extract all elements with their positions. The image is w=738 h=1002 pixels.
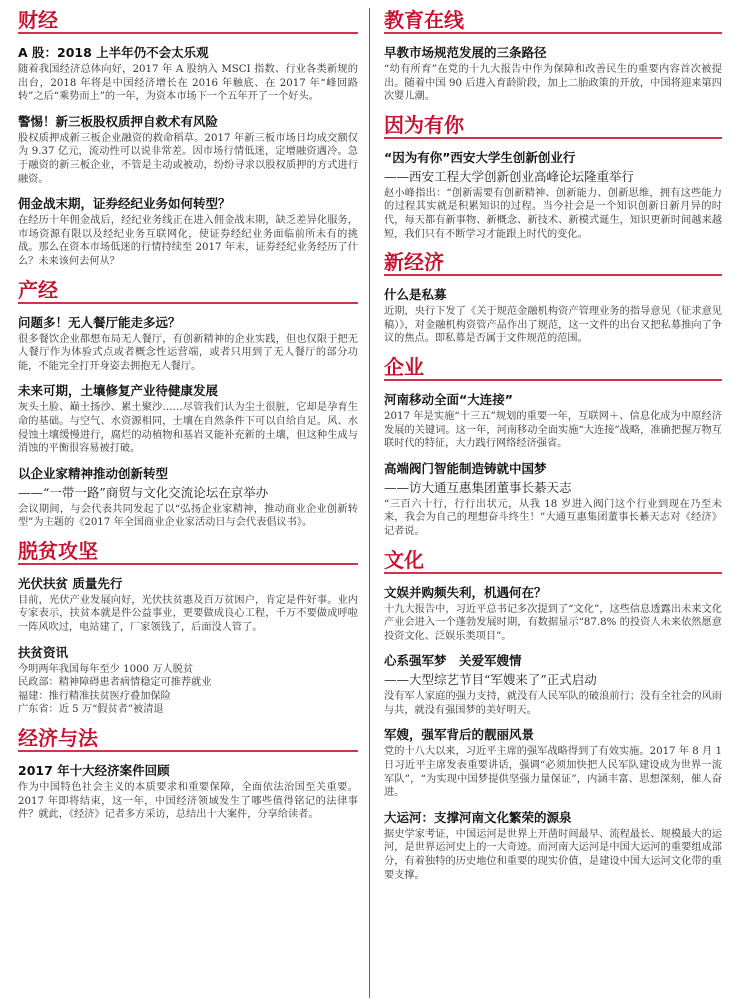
article-title[interactable]: 心系强军梦 关爱军嫂情 [384, 653, 522, 669]
section-header-education [384, 8, 722, 34]
section-rule [18, 563, 358, 565]
article-summary: 2017 年是实施“十三五”规划的重要一年，互联网＋、信息化成为中原经济发展的关键词。这一年，河南移动全面实施“大连接”战略，准确把握万物互联时代的特征，大力践行网络经济强省。 [384, 410, 722, 450]
section-title: 教育在线 [384, 8, 464, 32]
section-header-industry [18, 278, 358, 304]
section-rule [18, 302, 358, 304]
article-summary: 随着我国经济总体向好，2017 年 A 股纳入 MSCI 指数、行业各类新规的出台，2018 年将是中国经济增长在 2016 年触底、在 2017 年“峰回路转”之后“乘势而上”的一年，为资本市场下一个五年开了一个好头。 [18, 64, 358, 103]
section-rule [384, 572, 722, 574]
article-title[interactable]: 佣金战末期，证券经纪业务如何转型？ [18, 196, 231, 212]
news-brief-item[interactable]: 福建：推行精准扶贫医疗叠加保险 [18, 690, 171, 702]
article[interactable] [384, 391, 722, 451]
article-summary: 灰头土脸、巅土扬沙、累土聚沙……尽管我们认为尘土很脏，它却是孕育生命的基础。与空气、水资源相同，土壤在自然条件下可以自给自足。风、水侵蚀土壤缓慢进行，腐烂的动植物和基岩又能补充新的土壤，但这种生成与消蚀的平衡很容易被打破。 [18, 402, 358, 455]
article[interactable] [384, 44, 722, 104]
news-brief-item[interactable]: 广东省：近 5 万“假贫者”被清退 [18, 704, 164, 716]
article-summary: 作为中国特色社会主义的本质要求和重要保障，全面依法治国至关重要。2017 年即将结束，这一年，中国经济领域发生了哪些值得铭记的法律事件？就此，《经济》记者多方采访，总结出十大案件，分享给读者。 [18, 782, 358, 821]
article-summary: 近期，央行下发了《关于规范金融机构资产管理业务的指导意见（征求意见稿）》，对金融机构资管产品作出了规范，这一文件的出台又把私募推向了争议的焦点。即私募是否属于文件规范的范围。 [384, 306, 722, 345]
section-title: 企业 [384, 354, 424, 379]
article[interactable] [18, 762, 358, 822]
article-title[interactable]: 以企业家精神推动创新转型 [18, 465, 169, 481]
article[interactable] [18, 465, 358, 530]
article[interactable] [384, 652, 722, 717]
section-title: 因为有你 [384, 112, 464, 137]
section-header-finance [18, 8, 358, 34]
article-summary: “三百六十行，行行出状元，从我 18 岁进入阀门这个行业到现在乃至未来，我会为自己的理想奋斗终生！”大通互惠集团董事长綦天志对《经济》记者说。 [384, 498, 722, 537]
article-title[interactable]: 光伏扶贫 质量先行 [18, 575, 123, 591]
section-header-poverty [18, 539, 358, 565]
article-title[interactable]: 早教市场规范发展的三条路径 [384, 45, 547, 60]
article-subtitle: ——大型综艺节目“军嫂来了”正式启动 [384, 672, 597, 688]
article-summary: 据史学家考证，中国运河是世界上开凿时间最早、流程最长、规模最大的运河，是世界运河史上的一大奇迹。而河南大运河是中国大运河的重要组成部分，有着独特的历史地位和重要的现实价值，是建设中国大运河文化带的重要支撑。 [384, 828, 722, 881]
section-title: 经济与法 [18, 726, 98, 751]
article-title[interactable]: 什么是私募 [384, 287, 447, 303]
article-summary: 党的十八大以来，习近平主席的强军战略得到了有效实施。2017 年 8 月 1 日习近平主席发表重要讲话，强调“必须加快把人民军队建设成为世界一流军队”，“为实现中国梦提供坚强力量保证”，内涵丰富、思想深刻，催人奋进。 [384, 746, 722, 799]
section-title: 产经 [18, 277, 58, 302]
article[interactable] [18, 314, 358, 374]
article-subtitle: ——访大通互惠集团董事长綦天志 [384, 479, 572, 495]
article-subtitle: ——“一带一路”商贸与文化交流论坛在京举办 [18, 484, 269, 500]
article-title[interactable]: A 股：2018 上半年仍不会太乐观 [18, 45, 209, 60]
article[interactable] [384, 149, 722, 241]
article[interactable] [18, 195, 358, 268]
section-title: 新经济 [384, 250, 444, 275]
section-rule [384, 274, 722, 276]
article-summary: 十九大报告中，习近平总书记多次提到了“文化”，这些信息透露出未来文化产业会进入一个蓬勃发展时期，有数据显示“87.8% 的投资人未来依然愿意投资文化、泛娱乐类项目”。 [384, 603, 722, 642]
article[interactable] [384, 726, 722, 799]
article[interactable] [384, 809, 722, 882]
article-summary: 没有军人家庭的强力支持，就没有人民军队的破浪前行；没有全社会的风雨与共，就没有强国梦的美好明天。 [384, 691, 722, 716]
right-column [384, 4, 722, 891]
section-rule [384, 32, 722, 34]
section-header-culture [384, 548, 722, 574]
section-rule [384, 137, 722, 139]
section-title: 文化 [384, 547, 424, 572]
article-title[interactable]: 2017 年十大经济案件回顾 [18, 763, 170, 779]
section-title: 财经 [18, 8, 58, 32]
article[interactable] [18, 644, 358, 717]
section-rule [18, 750, 358, 752]
article[interactable] [18, 44, 358, 104]
article-title[interactable]: 问题多！无人餐厅能走多远？ [18, 314, 181, 330]
article-summary: 会议期间，与会代表共同发起了以“弘扬企业家精神，推动商业企业创新转型”为主题的《2017 年全国商业企业家活动日与会代表倡议书》。 [18, 503, 358, 529]
article[interactable] [18, 575, 358, 635]
article-summary: 股权质押成新三板企业融资的救命稻草。2017 年新三板市场日均成交额仅为 9.37 亿元，流动性可以说非常差。因市场行情低迷，定增融资遇冷。急于融资的新三板企业，不管是主动或被动，纷纷寻求以股权质押的方式进行融资。 [18, 132, 358, 185]
news-brief-item[interactable]: 民政部：精神障碍患者病情稳定可推荐就业 [18, 677, 212, 689]
article-summary: 在经历十年佣金战后，经纪业务线正在进入佣金战末期，缺乏差异化服务，市场资源有限以及经纪业务互联网化，使证券经纪业务面临前所未有的挑战。那么在资本市场低迷的行情持续至 2017 年末，证券经纪业务经历了什么？未来该何去何从？ [18, 215, 358, 267]
news-brief-list [18, 663, 358, 717]
article-title[interactable]: 警惕！新三板股权质押自救术有风险 [18, 113, 219, 129]
section-header-law [18, 726, 358, 752]
article-subtitle: ——西安工程大学创新创业高峰论坛隆重举行 [384, 168, 635, 184]
article-summary: 目前，光伏产业发展向好，光伏扶贫惠及百万贫困户，肯定是件好事。业内专家表示，扶贫本就是件公益事业，更要做成良心工程，千万不要做成呼啦一阵风吹过，电站建了，厂家领钱了，后面没人管了。 [18, 594, 358, 634]
article-title[interactable]: “因为有你”西安大学生创新创业行 [384, 149, 576, 165]
article-title[interactable]: 高端阀门智能制造铸就中国梦 [384, 460, 547, 476]
section-rule [18, 32, 358, 34]
article-title[interactable]: 文娱并购频失利，机遇何在？ [384, 584, 547, 600]
article[interactable] [384, 584, 722, 644]
article-summary: 很多餐饮企业都想布局无人餐厅，有创新精神的企业实践，但也仅限于把无人餐厅作为体验式点或者概念性运营端，或者只用到了无人餐厅的部分功能，不能完全打开身姿去拥抱无人餐厅。 [18, 333, 358, 372]
article[interactable] [18, 113, 358, 186]
news-brief-item[interactable]: 今明两年我国每年至少 1000 万人脱贫 [18, 663, 194, 675]
column-divider [369, 8, 370, 998]
article-title[interactable]: 军嫂，强军背后的靓丽风景 [384, 727, 535, 743]
article-title[interactable]: 扶贫资讯 [18, 644, 69, 660]
section-rule [384, 379, 722, 381]
article-title[interactable]: 河南移动全面“大连接” [384, 391, 513, 407]
section-header-enterprise [384, 355, 722, 381]
section-header-new-economy [384, 250, 722, 276]
section-title: 脱贫攻坚 [18, 538, 98, 563]
left-column [18, 4, 358, 831]
article-summary: “幼有所育”在党的十九大报告中作为保障和改善民生的重要内容首次被提出。随着中国 90 后进入育龄阶段，加上二胎政策的开放，中国将迎来第四次婴儿潮。 [384, 64, 722, 103]
article[interactable] [384, 460, 722, 539]
article[interactable] [18, 382, 358, 455]
article[interactable] [384, 286, 722, 346]
section-header-because-of-you [384, 113, 722, 139]
article-title[interactable]: 未来可期，土壤修复产业待健康发展 [18, 383, 219, 399]
article-summary: 赵小峰指出：“创新需要有创新精神、创新能力、创新思维，拥有这些能力的过程其实就是积累知识的过程。当今社会是一个知识创新日新月异的时代，每天都有新事物、新概念、新技术、新模式诞生，知识更新时间越来越短，我们只有不断学习才能跟上时代的变化。 [384, 187, 722, 240]
article-title[interactable]: 大运河：支撑河南文化繁荣的源泉 [384, 809, 572, 825]
